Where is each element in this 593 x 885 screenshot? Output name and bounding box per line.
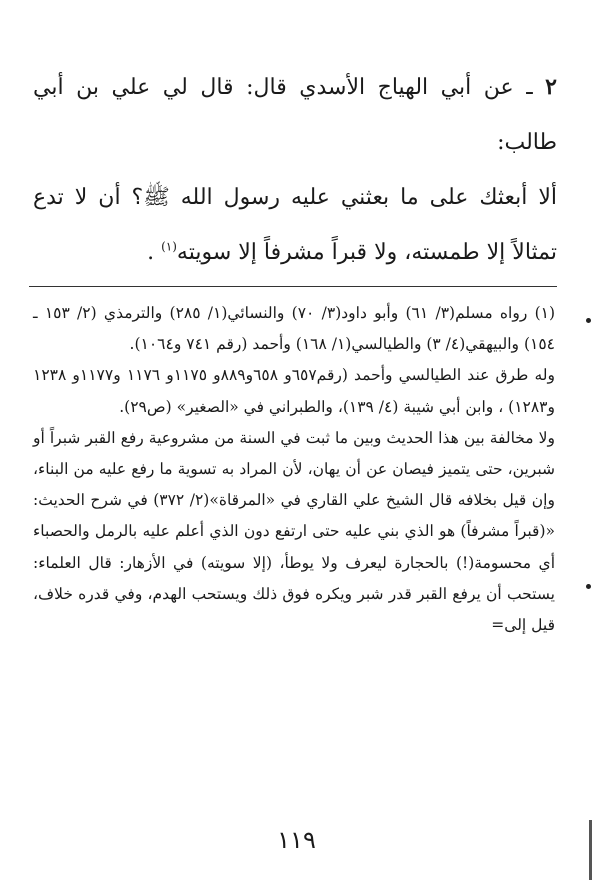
margin-mark bbox=[586, 584, 591, 589]
hadith-paragraph-intro bbox=[33, 60, 557, 170]
footnote-separator bbox=[29, 286, 557, 287]
footnote-paragraph: (١) رواه مسلم(٣/ ٦١) وأبو داود(٣/ ٧٠) والنسائي(١/ ٢٨٥) والترمذي (٢/ ١٥٣ ـ ١٥٤) والبيهقي(٤/ ٣) والطيالسي(١/ ١٦٨) وأحمد (رقم ٧٤١ و١٠٦٤). bbox=[33, 304, 556, 354]
hadith-text bbox=[33, 60, 557, 280]
footnote-paragraph: ولا مخالفة بين هذا الحديث وبين ما ثبت في السنة من مشروعية رفع القبر شبراً أو شبرين، حتى يتميز فيصان عن أن يهان، لأن المراد به تسوية ما رفع عليه من البناء، وإن قيل بخلافه قال الشيخ علي القاري في «المرقاة»(٢/ ٣٧٢) في شرح الحديث: «(قبراً مشرفاً) هو الذي بني عليه حتى ارتفع دون الذي أعلم عليه بالرمل والحصباء أي محسومة(!) بالحجارة ليعرف ولا يوطأ، (إلا سويته) في الأزهار: قال العلماء: يستحب أن يرفع القبر قدر شبر ويكره فوق ذلك ويستحب الهدم، وفي قدره خلاف، قيل إلى= bbox=[33, 428, 555, 635]
page-number: ١١٩ bbox=[277, 826, 316, 854]
footnote-marker: (١) bbox=[161, 239, 177, 254]
margin-mark bbox=[586, 318, 591, 323]
hadith-body: ألا أبعثك على ما بعثني عليه رسول الله ﷺ؟ أن لا تدع تمثالاً إلا طمسته، ولا قبراً مشرفاً إلا سويته bbox=[33, 185, 557, 265]
scan-edge-mark bbox=[589, 820, 592, 880]
hadith-dash: ـ bbox=[513, 75, 546, 100]
hadith-end: . bbox=[147, 240, 162, 265]
hadith-paragraph-body bbox=[33, 170, 557, 280]
footnote-paragraph: وله طرق عند الطيالسي وأحمد (رقم٦٥٧و ٦٥٨و٨٨٩و ١١٧٥و ١١٧٦ و١١٧٧و ١٢٣٨ و١٢٨٣) ، وابن أبي شيبة (٤/ ١٣٩)، والطبراني في «الصغير» (ص٢٩). bbox=[33, 366, 555, 416]
footnotes bbox=[33, 298, 555, 641]
hadith-number: ٢ bbox=[545, 74, 557, 100]
hadith-intro: عن أبي الهياج الأسدي قال: قال لي علي بن أبي طالب: bbox=[33, 75, 557, 155]
